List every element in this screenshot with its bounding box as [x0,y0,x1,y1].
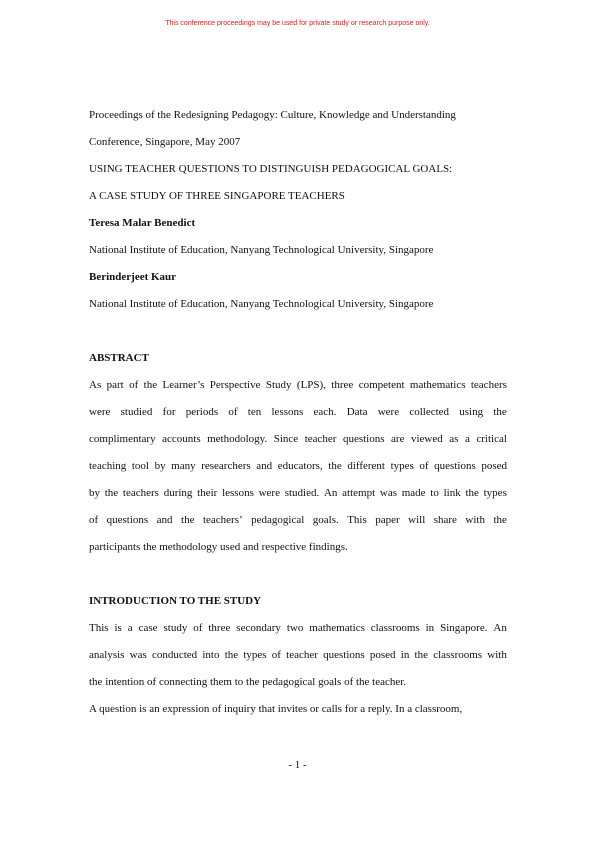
abstract-line: complimentary accounts methodology. Since teacher questions are viewed as a critical [89,433,507,445]
page-number: - 1 - [288,759,307,771]
proceedings-line-1: Proceedings of the Redesigning Pedagogy: Culture, Knowledge and Understanding [89,109,456,121]
spacer [89,561,507,588]
introduction-line: analysis was conducted into the types of teacher questions posed in the classrooms with [89,649,507,661]
introduction-line: the intention of connecting them to the pedagogical goals of the teacher. [89,676,407,688]
abstract-line: teaching tool by many researchers and educators, the different types of questions posed [89,460,507,472]
abstract-heading: ABSTRACT [89,352,149,364]
proceedings-line-2: Conference, Singapore, May 2007 [89,136,241,148]
usage-notice: This conference proceedings may be used for private study or research purpose only. [165,20,430,27]
abstract-line: participants the methodology used and respective findings. [89,541,348,553]
introduction-next-paragraph: A question is an expression of inquiry that invites or calls for a reply. In a classroom, [89,703,463,715]
abstract-paragraph [89,372,507,561]
introduction-heading: INTRODUCTION TO THE STUDY [89,595,262,607]
paper-title-line-2: A CASE STUDY OF THREE SINGAPORE TEACHERS [89,190,345,202]
abstract-line: were studied for periods of ten lessons each. Data were collected using the [89,406,507,418]
abstract-line: As part of the Learner’s Perspective Study (LPS), three competent mathematics teachers [89,379,507,391]
paper-body [89,102,507,723]
introduction-line: This is a case study of three secondary two mathematics classrooms in Singapore. An [89,622,507,634]
author-affiliation-2: National Institute of Education, Nanyang Technological University, Singapore [89,298,434,310]
author-affiliation-1: National Institute of Education, Nanyang Technological University, Singapore [89,244,434,256]
abstract-line: of questions and the teachers’ pedagogical goals. This paper will share with the [89,514,507,526]
spacer [89,318,507,345]
paper-title-line-1: USING TEACHER QUESTIONS TO DISTINGUISH PEDAGOGICAL GOALS: [89,163,453,175]
author-name-2: Berinderjeet Kaur [89,271,177,283]
author-name-1: Teresa Malar Benedict [89,217,196,229]
abstract-line: by the teachers during their lessons were studied. An attempt was made to link the types [89,487,507,499]
introduction-paragraph [89,615,507,696]
